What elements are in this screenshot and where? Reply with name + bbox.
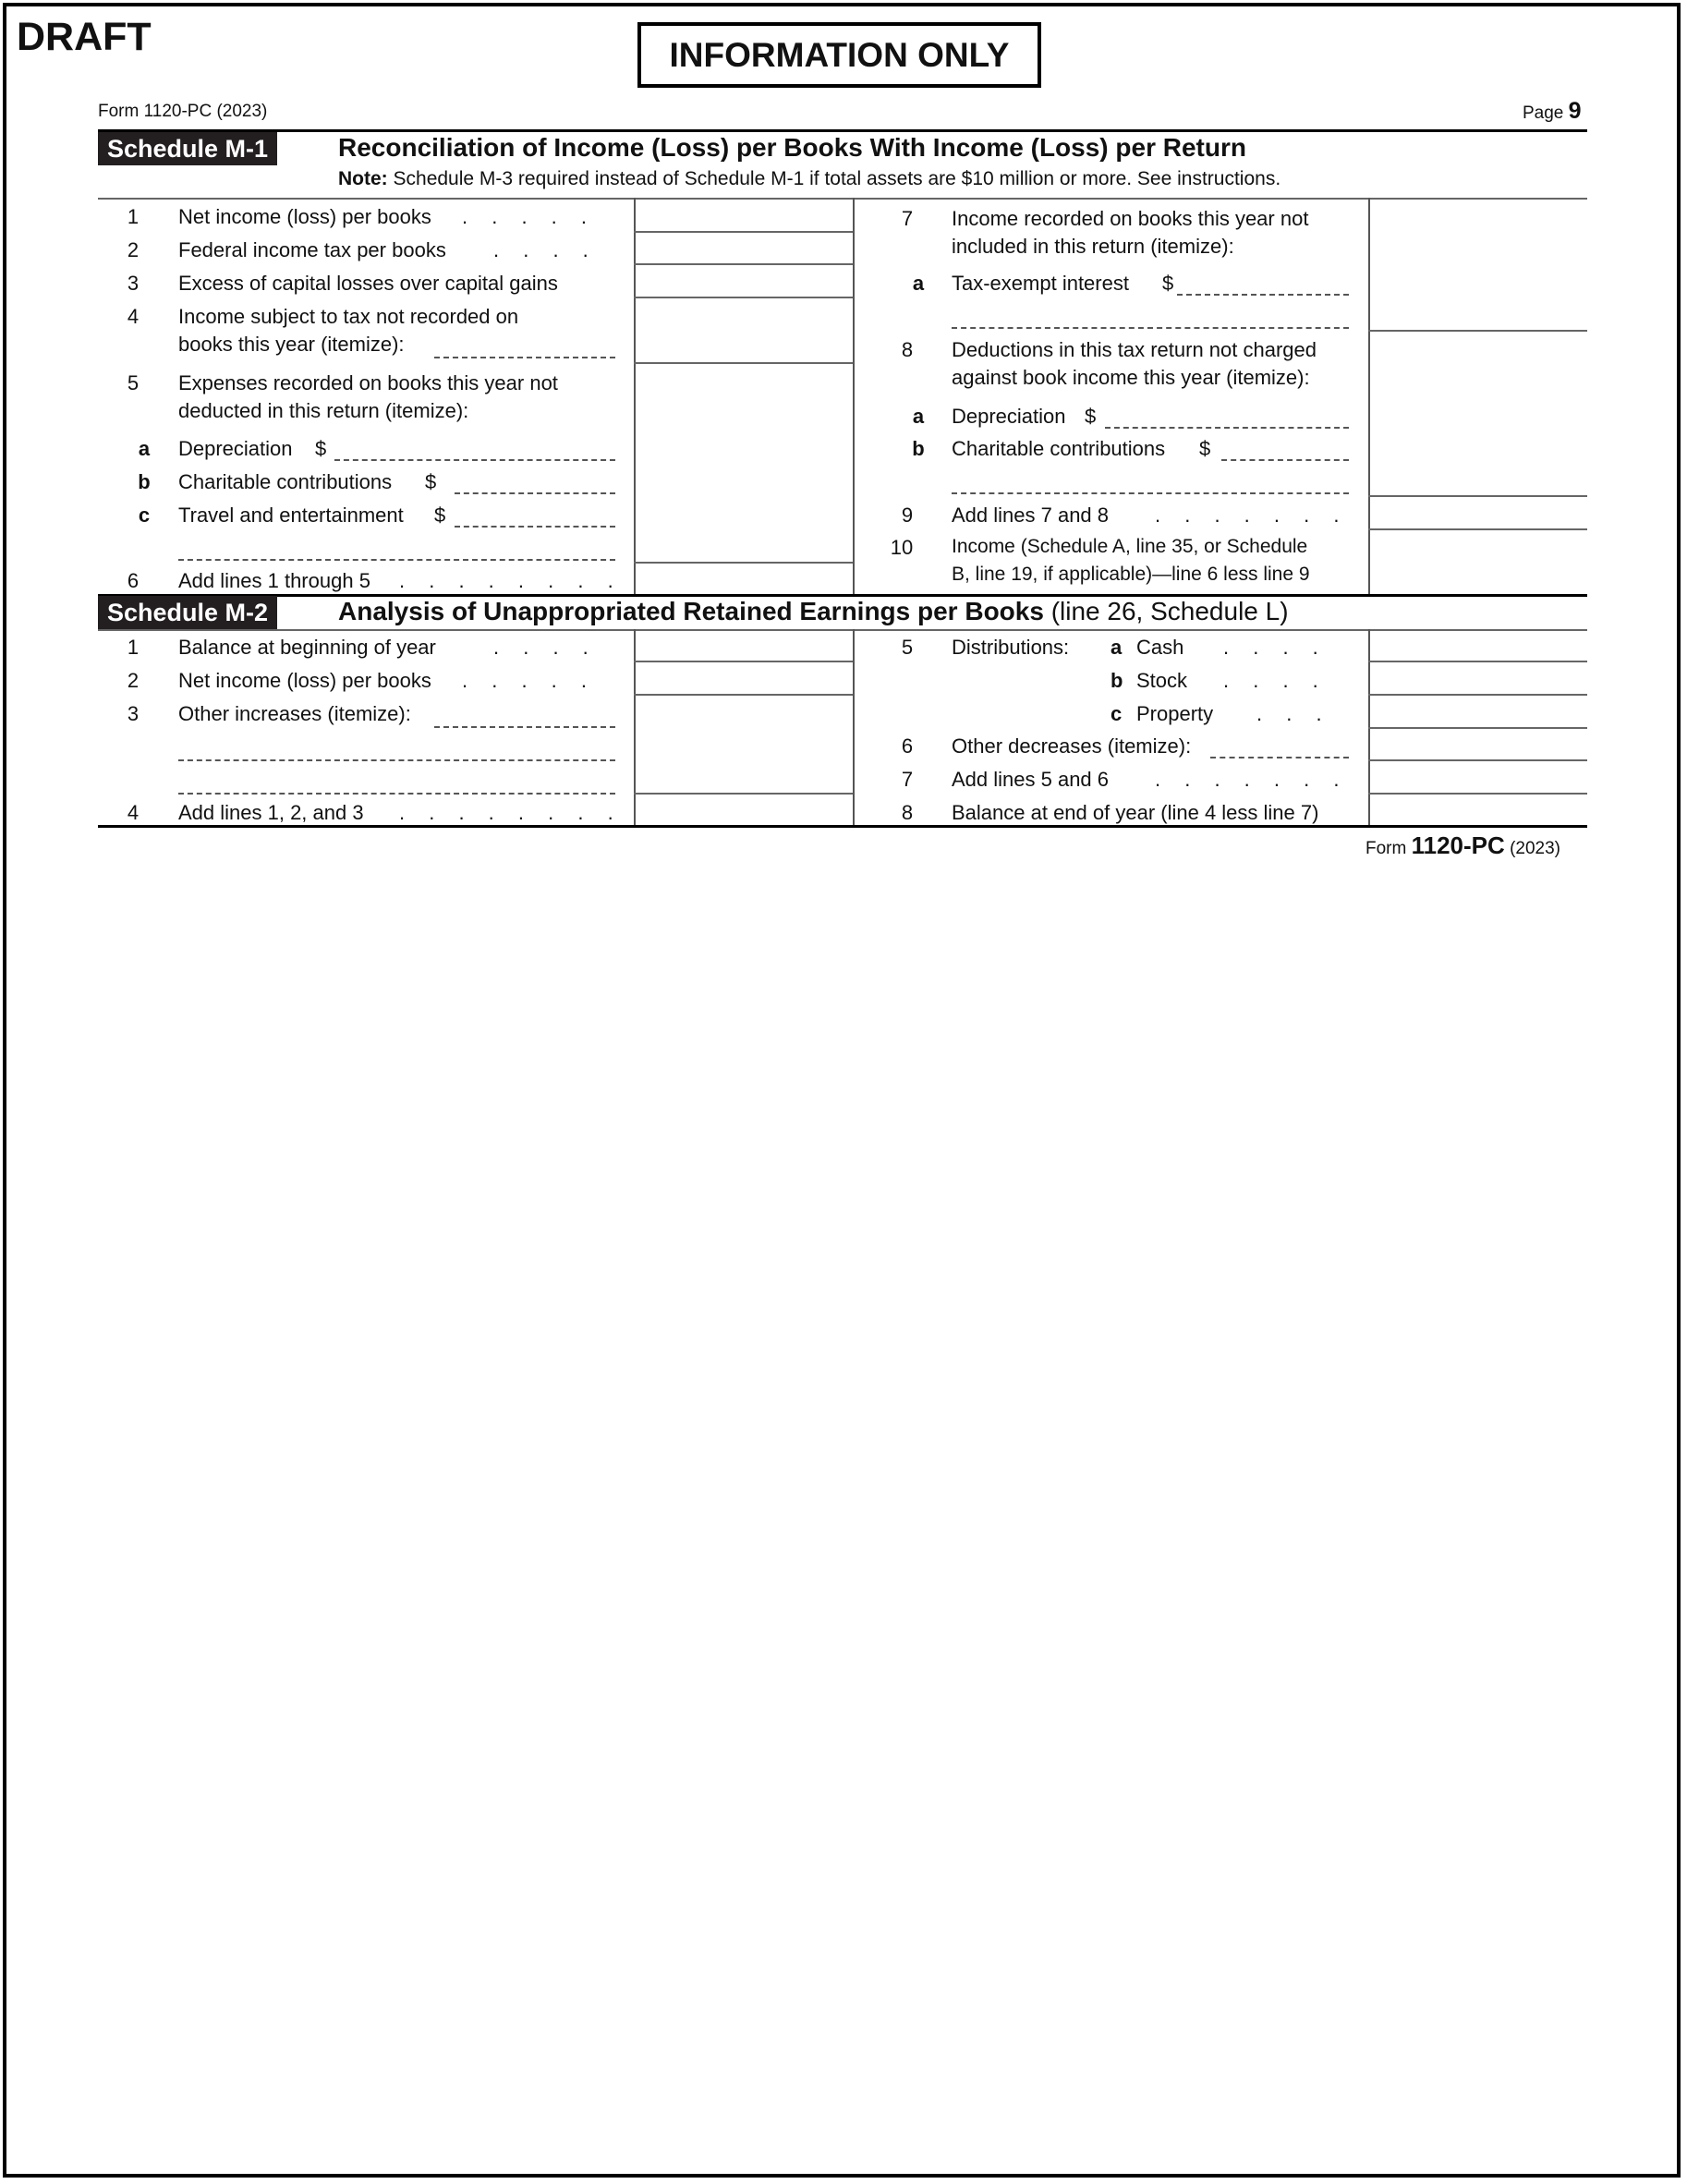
m2-l5a-box-rule [1368,661,1587,662]
m1-line-8-text-2: against book income this year (itemize): [952,366,1310,389]
m1-line-5a-dollar: $ [315,437,327,460]
m2-line-3-amount[interactable] [636,698,850,789]
m1-line-8a-field[interactable] [1105,427,1349,429]
m1-line-10-text-2: B, line 19, if applicable)—line 6 less line 9 [952,564,1310,585]
m2-line-2-dots: . . . . . [462,669,597,692]
m1-line-1-amount[interactable] [636,203,850,229]
m2-line-5a-dots: . . . . [1223,636,1328,659]
m2-line-3-extra-field-2[interactable] [178,793,615,795]
m1-line-6-text: Add lines 1 through 5 [178,569,370,592]
m1-line-7a-num: a [912,272,925,295]
m1-line-9-text: Add lines 7 and 8 [952,504,1110,527]
m1-line-3-num: 3 [127,272,140,295]
m2-top-rule [98,629,1587,631]
m2-line-6-num: 6 [901,734,914,758]
m2-l3-box-rule [634,793,853,795]
m2-line-6-itemize-field[interactable] [1210,757,1349,758]
m1-line-5c-dollar: $ [434,504,446,527]
m1-line-8b-field[interactable] [1221,459,1349,461]
m2-line-3-extra-field-1[interactable] [178,759,615,761]
m1-line-1-text: Net income (loss) per books [178,205,431,228]
m1-line-7-num: 7 [901,207,914,230]
m1-line-4-itemize-field[interactable] [434,357,615,358]
m2-line-5-num: 5 [901,636,914,659]
information-only-text: INFORMATION ONLY [669,35,1010,74]
form-footer [1365,831,1560,860]
m1-l3-box-rule [634,297,853,298]
m1-line-7a-dollar: $ [1162,272,1174,295]
m1-l5-box-rule [634,562,853,564]
m1-line-5b-field[interactable] [455,492,615,494]
m1-line-9-amount[interactable] [1370,499,1584,525]
m2-line-5c-dots: . . . [1256,702,1331,725]
m2-l6-box-rule [1368,759,1587,761]
m1-l7-box-rule [1368,330,1587,332]
schedule-m1-note [338,168,1280,190]
note-label: Note: [338,168,388,189]
m2-line-5b-text: Stock [1136,669,1188,692]
m2-line-1-dots: . . . . [493,636,598,659]
m1-line-5-num: 5 [127,371,140,394]
m1-line-2-text: Federal income tax per books [178,238,446,261]
m2-line-4-dots: . . . . . . . . [399,801,623,824]
header-rule [98,129,1587,132]
m2-line-6-amount[interactable] [1370,731,1584,757]
m2-center-divider [853,629,855,825]
m2-line-8-text: Balance at end of year (line 4 less line 7) [952,801,1319,824]
footer-year: (2023) [1510,839,1560,858]
m2-line-7-dots: . . . . . . . [1155,768,1349,791]
m1-line-1-dots: . . . . . [462,205,597,228]
m1-line-2-num: 2 [127,238,140,261]
m2-line-5b-num: b [1111,669,1123,692]
m2-line-5c-num: c [1111,702,1123,725]
m2-line-7-num: 7 [901,768,914,791]
page-number-value: 9 [1568,98,1582,124]
m1-l4-box-rule [634,362,853,364]
m1-line-9-num: 9 [901,504,914,527]
m2-line-3-itemize-field[interactable] [434,726,615,728]
m2-line-5a-amount[interactable] [1370,632,1584,658]
m1-line-8b-num: b [912,437,925,460]
m1-line-5c-num: c [138,504,151,527]
m2-line-8-amount[interactable] [1370,797,1584,823]
m1-line-5a-text: Depreciation [178,437,293,460]
schedule-m1-label: Schedule M-1 [98,132,277,165]
page-number [1523,98,1582,125]
m1-line-7a-text: Tax-exempt interest [952,272,1129,295]
m2-line-4-num: 4 [127,801,140,824]
m1-l9-box-rule [1368,528,1587,530]
m1-line-10-num: 10 [890,536,914,559]
m2-line-2-text: Net income (loss) per books [178,669,431,692]
m2-l2-box-rule [634,694,853,696]
m1-line-6-dots: . . . . . . . . [399,569,623,592]
m2-line-5a-text: Cash [1136,636,1184,659]
m1-line-8a-num: a [912,405,925,428]
m1-line-8-num: 8 [901,338,914,361]
m1-l1-box-rule [634,231,853,233]
m1-line-8b-dollar: $ [1199,437,1211,460]
m2-line-5b-dots: . . . . [1223,669,1328,692]
m1-line-3-text: Excess of capital losses over capital gains [178,272,558,295]
m2-line-5c-amount[interactable] [1370,698,1584,724]
m2-l1-box-rule [634,661,853,662]
m1-line-4-text-1: Income subject to tax not recorded on [178,305,519,328]
m2-line-5b-amount[interactable] [1370,665,1584,691]
m2-line-1-amount[interactable] [636,632,850,658]
m1-l2-box-rule [634,263,853,265]
m1-line-8-extra-field[interactable] [952,492,1349,494]
m2-line-5a-num: a [1111,636,1123,659]
m1-line-8a-dollar: $ [1085,405,1097,428]
m1-line-5b-text: Charitable contributions [178,470,393,493]
m1-line-5-extra-field[interactable] [178,559,615,561]
m2-line-4-text: Add lines 1, 2, and 3 [178,801,364,824]
page-label: Page [1523,103,1564,123]
m2-l7-box-rule [1368,793,1587,795]
m2-line-3-text: Other increases (itemize): [178,702,411,725]
m1-line-5a-field[interactable] [334,459,615,461]
m1-center-divider [853,198,855,595]
m1-line-4-amount[interactable] [636,305,850,358]
m1-line-8b-text: Charitable contributions [952,437,1166,460]
m2-line-4-amount[interactable] [636,797,850,823]
m2-line-1-text: Balance at beginning of year [178,636,436,659]
m1-line-9-dots: . . . . . . . [1155,504,1349,527]
m1-line-2-dots: . . . . [493,238,598,261]
m1-top-rule [98,198,1587,200]
m1-line-5c-text: Travel and entertainment [178,504,404,527]
m1-line-8-amount[interactable] [1370,334,1584,491]
m1-line-10-text-1: Income (Schedule A, line 35, or Schedule [952,536,1308,557]
m2-line-2-num: 2 [127,669,140,692]
schedule-m2-label: Schedule M-2 [98,596,277,629]
m1-line-4-text-2: books this year (itemize): [178,333,405,356]
note-text: Schedule M-3 required instead of Schedule M-1 if total assets are $10 million or more. See instructions. [393,168,1281,189]
m1-line-5-text-2: deducted in this return (itemize): [178,399,469,422]
m2-line-1-num: 1 [127,636,140,659]
m1-line-5-amount[interactable] [636,370,850,559]
m1-line-5c-field[interactable] [455,526,615,528]
m1-line-7-amount[interactable] [1370,201,1584,327]
m1-line-8a-text: Depreciation [952,405,1066,428]
draft-stamp: DRAFT [17,15,152,59]
m1-line-8-text-1: Deductions in this tax return not charged [952,338,1317,361]
footer-form-prefix: Form [1365,839,1407,858]
m2-line-3-num: 3 [127,702,140,725]
m1-line-3-amount[interactable] [636,268,850,294]
m1-line-7a-field[interactable] [1177,294,1349,296]
m1-line-6-amount[interactable] [636,565,850,591]
form-header: Form 1120-PC (2023) [98,102,268,121]
footer-form-number: 1120-PC [1411,831,1505,859]
m1-line-7-extra-field[interactable] [952,327,1349,329]
m1-line-4-num: 4 [127,305,140,328]
m2-l5c-box-rule [1368,727,1587,729]
m1-line-5b-num: b [138,470,151,493]
m1-line-7-text-1: Income recorded on books this year not [952,207,1309,230]
m1-line-1-num: 1 [127,205,140,228]
m1-line-5-text-1: Expenses recorded on books this year not [178,371,558,394]
schedule-m1-title: Reconciliation of Income (Loss) per Books With Income (Loss) per Return [338,133,1246,162]
m2-line-6-text: Other decreases (itemize): [952,734,1192,758]
schedule-m2-title-plain: (line 26, Schedule L) [1050,597,1289,625]
m1-l8-box-rule [1368,495,1587,497]
m1-line-10-amount[interactable] [1370,532,1584,591]
m1-line-2-amount[interactable] [636,235,850,261]
m2-line-5-text: Distributions: [952,636,1070,659]
m2-l5b-box-rule [1368,694,1587,696]
m2-line-8-num: 8 [901,801,914,824]
information-only-stamp [637,22,1041,88]
m2-line-2-amount[interactable] [636,665,850,691]
m2-line-5c-text: Property [1136,702,1214,725]
m2-bottom-rule [98,825,1587,828]
m1-line-5b-dollar: $ [425,470,437,493]
m1-line-7-text-2: included in this return (itemize): [952,235,1234,258]
m1-line-5a-num: a [138,437,151,460]
schedule-m2-title [338,597,1289,626]
m1-line-6-num: 6 [127,569,140,592]
m2-line-7-amount[interactable] [1370,764,1584,790]
schedule-m2-title-bold: Analysis of Unappropriated Retained Earnings per Books [338,597,1044,625]
m2-line-7-text: Add lines 5 and 6 [952,768,1110,791]
